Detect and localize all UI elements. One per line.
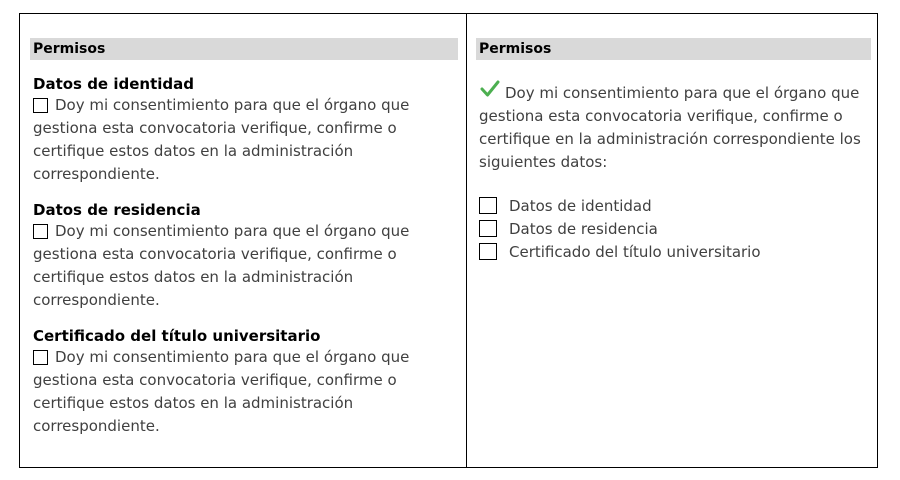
consent-text: Doy mi consentimiento para que el órgano que gestiona esta convocatoria verifique, confirme o certifique estos datos en la administración correspondiente. bbox=[33, 348, 410, 435]
section-title: Certificado del título universitario bbox=[33, 327, 321, 345]
section-degree bbox=[30, 326, 458, 438]
section-title: Datos de residencia bbox=[33, 201, 201, 219]
checkbox-identity[interactable] bbox=[479, 197, 497, 214]
section-identity bbox=[30, 74, 458, 186]
checklist-item-identity bbox=[479, 195, 871, 218]
right-column bbox=[467, 14, 877, 467]
consent-text: Doy mi consentimiento para que el órgano que gestiona esta convocatoria verifique, confirme o certifique estos datos en la administración correspondiente. bbox=[33, 96, 410, 183]
left-column bbox=[20, 14, 467, 467]
checklist-label: Datos de residencia bbox=[509, 220, 658, 238]
checklist-label: Certificado del título universitario bbox=[509, 243, 761, 261]
left-header: Permisos bbox=[30, 38, 458, 60]
consent-paragraph bbox=[33, 220, 458, 312]
consent-intro bbox=[479, 78, 871, 174]
checklist-item-degree bbox=[479, 241, 871, 264]
checkmark-icon bbox=[479, 78, 501, 100]
checklist-item-residence bbox=[479, 218, 871, 241]
right-header: Permisos bbox=[476, 38, 871, 60]
checkbox-residence[interactable] bbox=[479, 220, 497, 237]
checkbox-degree[interactable] bbox=[479, 243, 497, 260]
consent-checkbox-identity[interactable] bbox=[33, 98, 48, 113]
data-checklist bbox=[476, 195, 871, 264]
consent-paragraph bbox=[33, 346, 458, 438]
section-residence bbox=[30, 200, 458, 312]
section-title: Datos de identidad bbox=[33, 75, 194, 93]
consent-paragraph bbox=[33, 94, 458, 186]
consent-text: Doy mi consentimiento para que el órgano que gestiona esta convocatoria verifique, confirme o certifique estos datos en la administración correspondiente. bbox=[33, 222, 410, 309]
permissions-comparison-table bbox=[19, 13, 878, 468]
checklist-label: Datos de identidad bbox=[509, 197, 652, 215]
consent-checkbox-residence[interactable] bbox=[33, 224, 48, 239]
consent-intro-text: Doy mi consentimiento para que el órgano que gestiona esta convocatoria verifique, confirme o certifique en la administración correspondiente los siguientes datos: bbox=[479, 84, 861, 171]
consent-checkbox-degree[interactable] bbox=[33, 350, 48, 365]
